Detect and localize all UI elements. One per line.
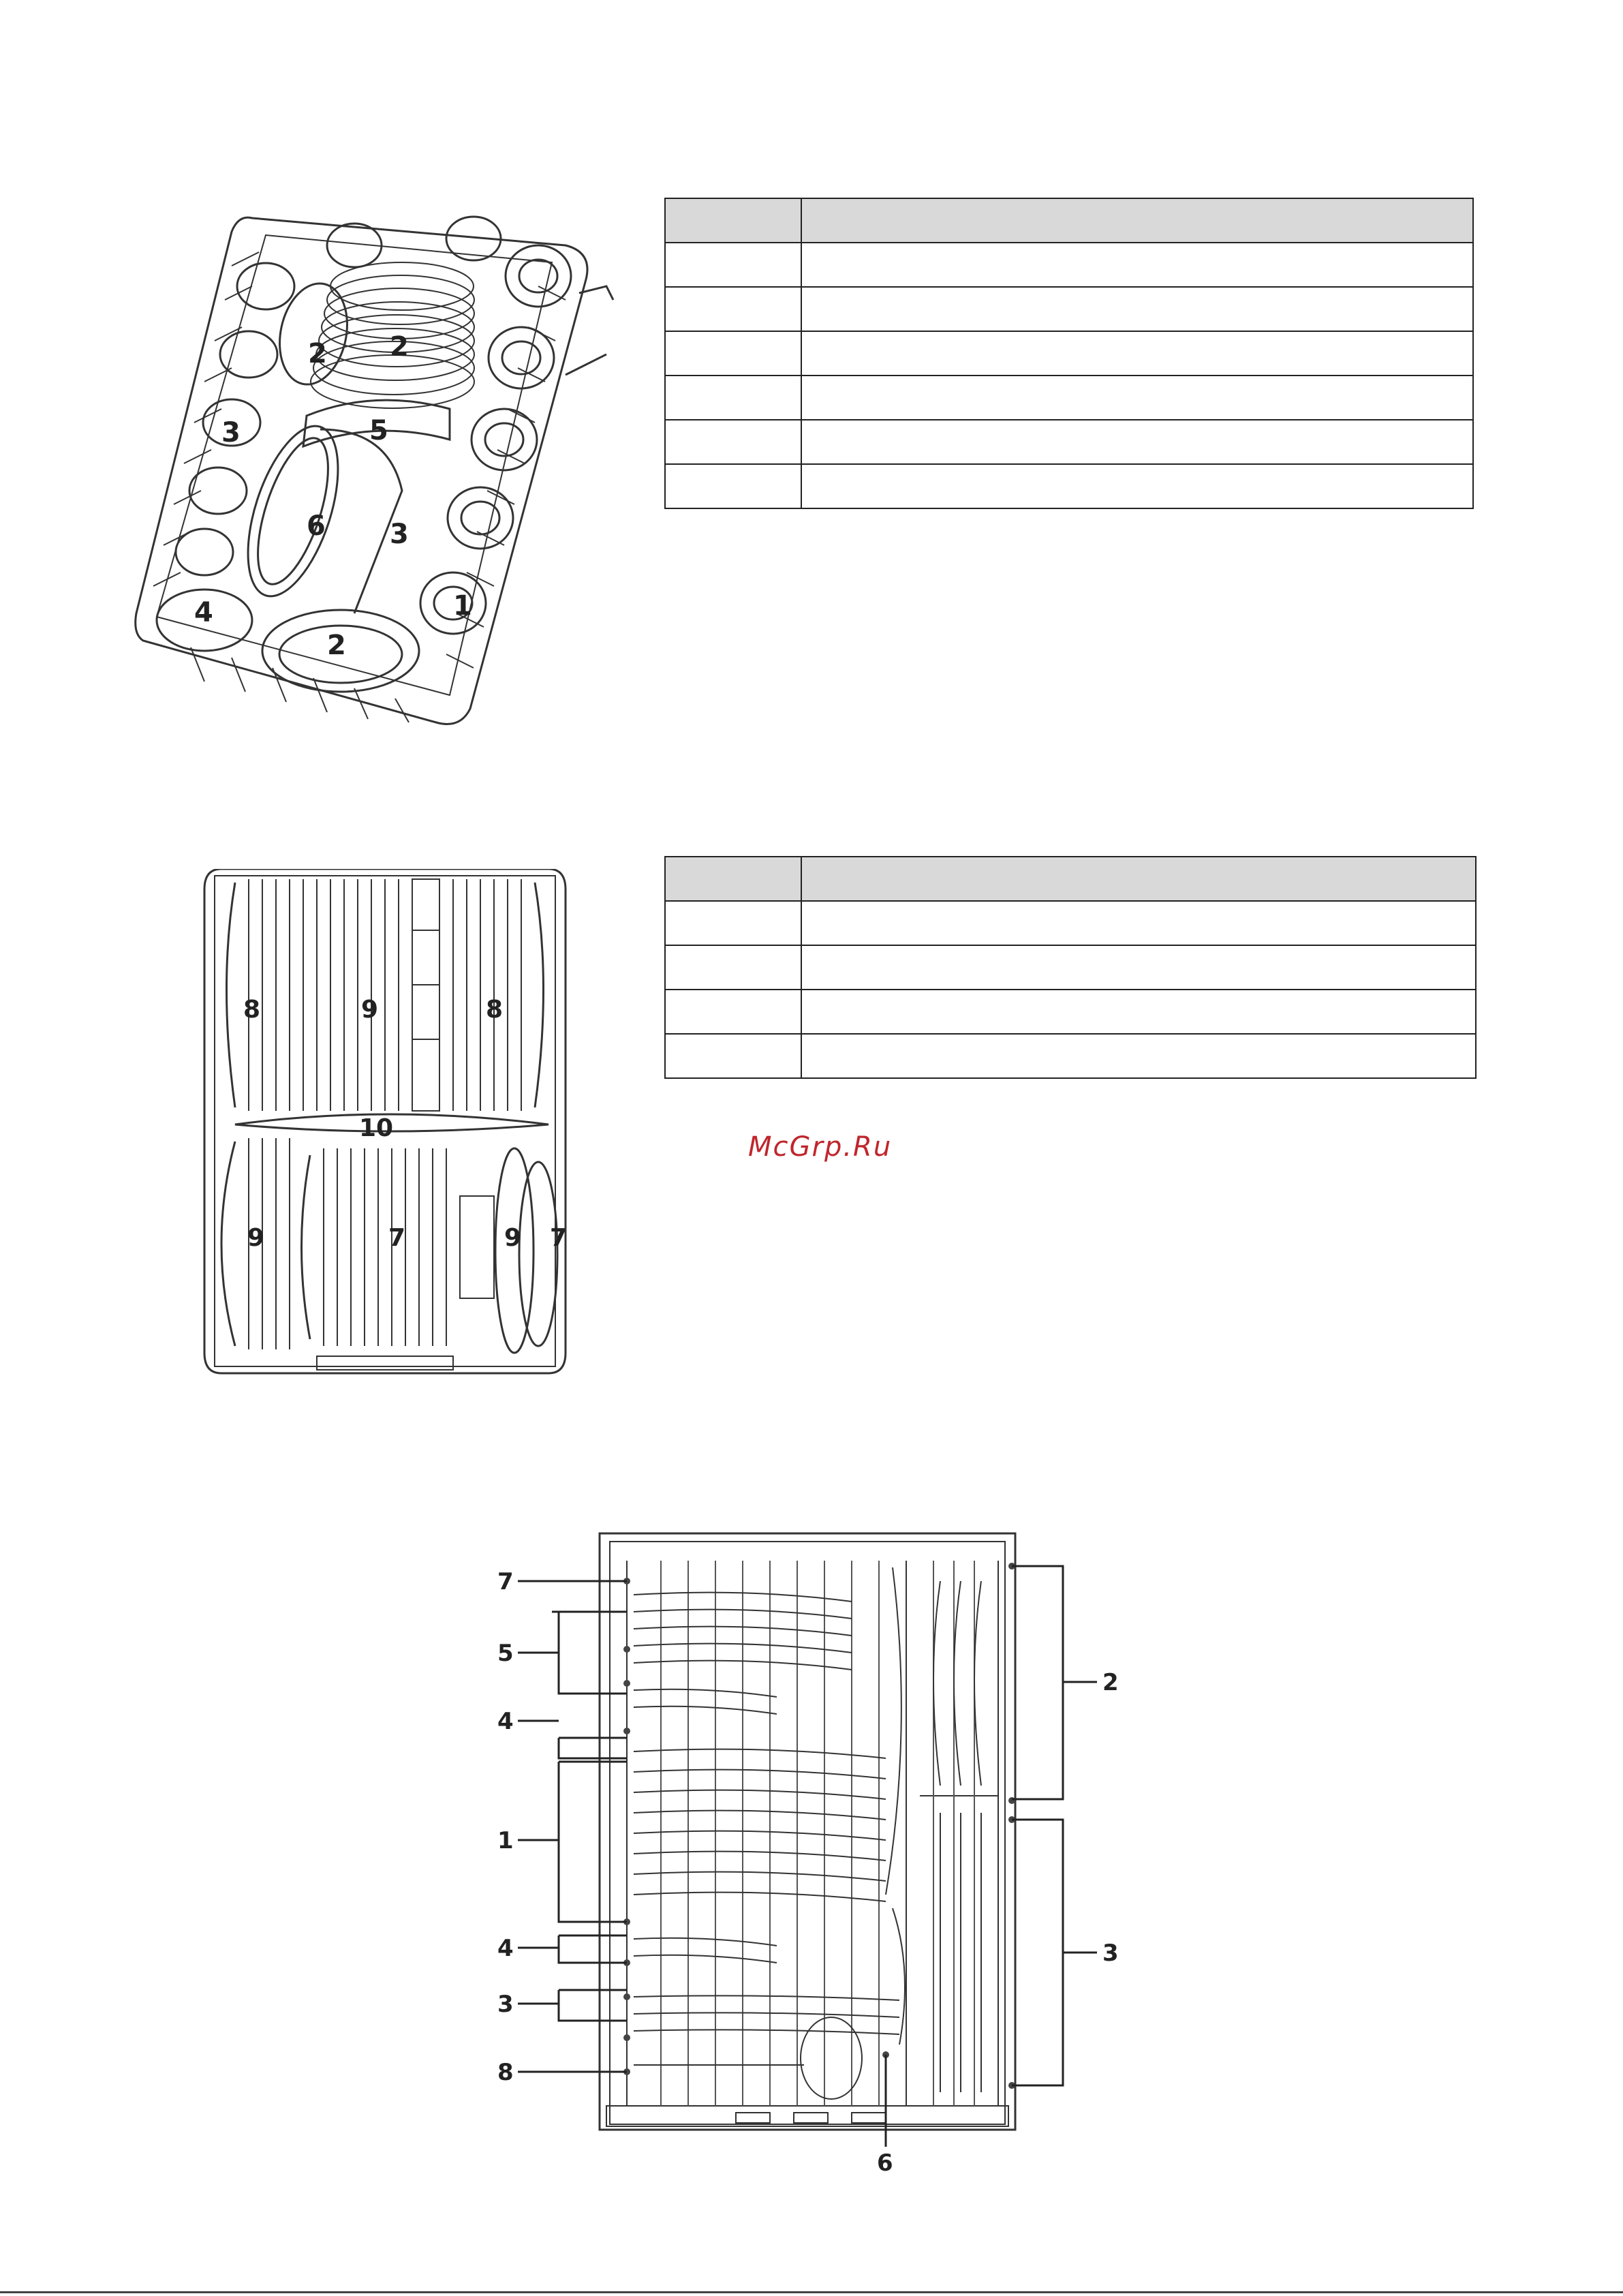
lower-label-c: 8 bbox=[486, 996, 504, 1024]
upper-label-d: 5 bbox=[369, 415, 388, 446]
table-cell bbox=[801, 420, 1473, 464]
table-row bbox=[665, 1034, 1476, 1078]
lower-label-a: 8 bbox=[243, 996, 261, 1024]
tray-callout-8: 8 bbox=[497, 2059, 514, 2086]
table-cell bbox=[665, 287, 801, 331]
upper-label-b: 2 bbox=[390, 331, 409, 363]
lower-label-d: 10 bbox=[359, 1114, 394, 1142]
tray-callout-1: 1 bbox=[497, 1827, 514, 1854]
tray-callout-5: 5 bbox=[497, 1640, 514, 1667]
tray-callout-7: 7 bbox=[497, 1568, 514, 1595]
table-cell bbox=[665, 1034, 801, 1078]
table-header-cell bbox=[665, 857, 801, 901]
table-cell bbox=[801, 945, 1476, 990]
table-cell bbox=[665, 243, 801, 287]
upper-label-i: 2 bbox=[327, 630, 346, 661]
upper-label-e: 6 bbox=[307, 510, 326, 542]
upper-label-h: 4 bbox=[194, 597, 213, 628]
table-row bbox=[665, 376, 1473, 420]
table-cell bbox=[665, 990, 801, 1034]
table-cell bbox=[801, 464, 1473, 508]
lower-basket-drawing bbox=[194, 869, 576, 1380]
upper-basket-legend-table bbox=[664, 198, 1474, 509]
table-cell bbox=[665, 945, 801, 990]
upper-label-c: 3 bbox=[221, 417, 241, 448]
cutlery-tray-figure bbox=[491, 1527, 1145, 2181]
table-header-cell bbox=[665, 198, 801, 243]
table-cell bbox=[665, 331, 801, 376]
tray-callout-3-right: 3 bbox=[1102, 1940, 1119, 1967]
tray-callout-2: 2 bbox=[1102, 1669, 1119, 1696]
tray-callout-4-upper: 4 bbox=[497, 1708, 514, 1735]
upper-label-a: 2 bbox=[308, 338, 327, 369]
table-cell bbox=[665, 420, 801, 464]
table-row bbox=[665, 901, 1476, 945]
tray-callout-6: 6 bbox=[877, 2149, 893, 2177]
table-header-cell bbox=[801, 198, 1473, 243]
table-cell bbox=[801, 1034, 1476, 1078]
cutlery-tray-drawing bbox=[491, 1527, 1145, 2181]
lower-label-e: 9 bbox=[247, 1224, 265, 1252]
table-cell bbox=[665, 376, 801, 420]
lower-basket-legend-table bbox=[664, 856, 1477, 1079]
table-row bbox=[665, 420, 1473, 464]
table-cell bbox=[801, 331, 1473, 376]
upper-basket-figure bbox=[129, 204, 634, 729]
upper-label-f: 3 bbox=[390, 519, 409, 550]
table-header-row bbox=[665, 198, 1473, 243]
lower-label-h: 7 bbox=[550, 1224, 568, 1252]
lower-label-g: 9 bbox=[504, 1224, 522, 1252]
lower-basket-figure bbox=[194, 869, 576, 1380]
table-cell bbox=[665, 464, 801, 508]
tray-callout-4-lower: 4 bbox=[497, 1935, 514, 1962]
table-row bbox=[665, 331, 1473, 376]
lower-label-b: 9 bbox=[361, 996, 379, 1024]
table-cell bbox=[801, 287, 1473, 331]
table-header-cell bbox=[801, 857, 1476, 901]
watermark: McGrp.Ru bbox=[748, 1131, 893, 1163]
table-cell bbox=[801, 376, 1473, 420]
table-row bbox=[665, 287, 1473, 331]
tray-callout-3-left: 3 bbox=[497, 1991, 514, 2018]
table-row bbox=[665, 243, 1473, 287]
page-bottom-rule bbox=[0, 2291, 1623, 2293]
table-row bbox=[665, 464, 1473, 508]
upper-basket-drawing bbox=[129, 204, 634, 729]
upper-label-g: 1 bbox=[453, 590, 472, 622]
table-header-row bbox=[665, 857, 1476, 901]
table-row bbox=[665, 945, 1476, 990]
table-cell bbox=[801, 243, 1473, 287]
table-row bbox=[665, 990, 1476, 1034]
lower-label-f: 7 bbox=[388, 1224, 406, 1252]
table-cell bbox=[801, 990, 1476, 1034]
table-cell bbox=[801, 901, 1476, 945]
table-cell bbox=[665, 901, 801, 945]
